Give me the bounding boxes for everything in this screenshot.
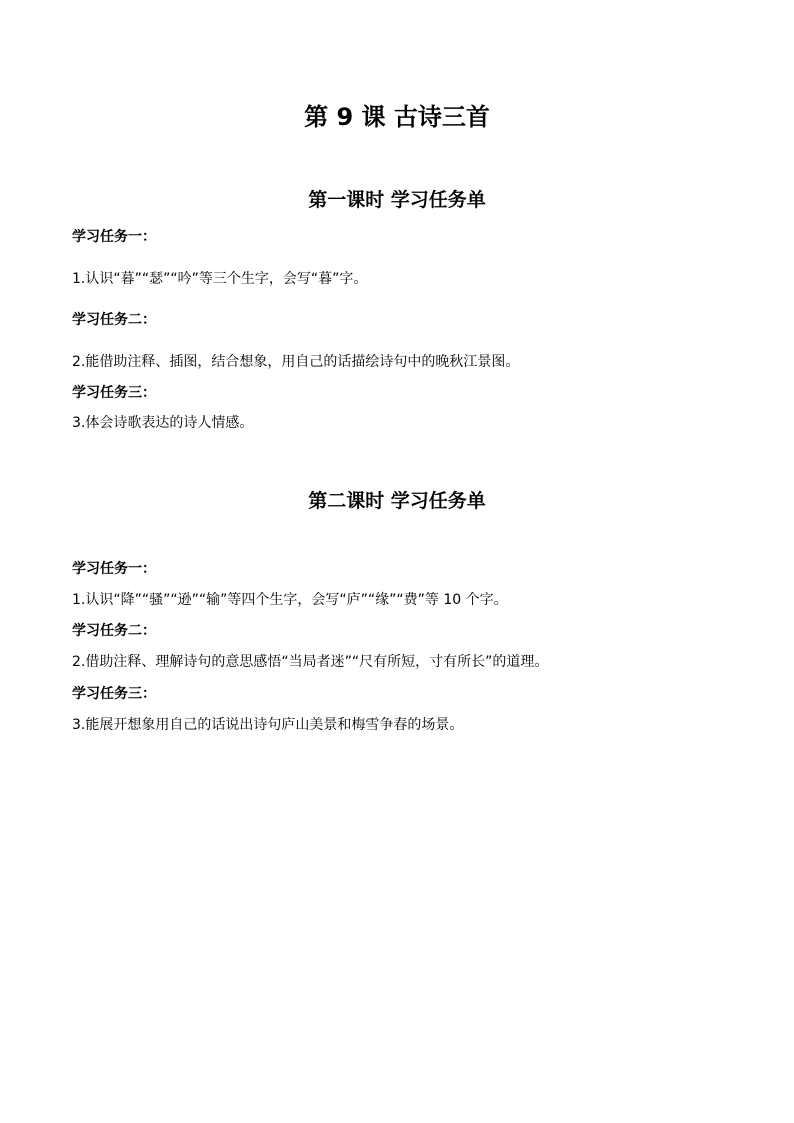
page-title: 第 9 课 古诗三首 (304, 103, 490, 131)
lesson-2-task-3-text: 3.能展开想象用自己的话说出诗句庐山美景和梅雪争春的场景。 (72, 717, 464, 733)
lesson-1-task-2-label: 学习任务二： (72, 312, 156, 328)
lesson-1-heading: 第一课时 学习任务单 (308, 189, 486, 211)
lesson-1-task-1-text: 1.认识“暮”“瑟”“吟”等三个生字，会写“暮”字。 (72, 271, 368, 287)
lesson-2-task-3-label: 学习任务三： (72, 686, 156, 702)
lesson-1-task-2-text: 2.能借助注释、插图，结合想象，用自己的话描绘诗句中的晚秋江景图。 (72, 354, 520, 370)
lesson-2-heading: 第二课时 学习任务单 (308, 490, 486, 512)
lesson-2-task-1-text: 1.认识“降”“骚”“逊”“输”等四个生字，会写“庐”“缘”“费”等 10 个字。 (72, 592, 508, 608)
lesson-2-task-1-label: 学习任务一： (72, 561, 156, 577)
lesson-1-task-3-label: 学习任务三： (72, 385, 156, 401)
lesson-1-task-3-text: 3.体会诗歌表达的诗人情感。 (72, 415, 254, 431)
lesson-2-task-2-text: 2.借助注释、理解诗句的意思感悟“当局者迷”“尺有所短，寸有所长”的道理。 (72, 654, 549, 670)
lesson-1-task-1-label: 学习任务一： (72, 229, 156, 245)
lesson-2-task-2-label: 学习任务二： (72, 623, 156, 639)
